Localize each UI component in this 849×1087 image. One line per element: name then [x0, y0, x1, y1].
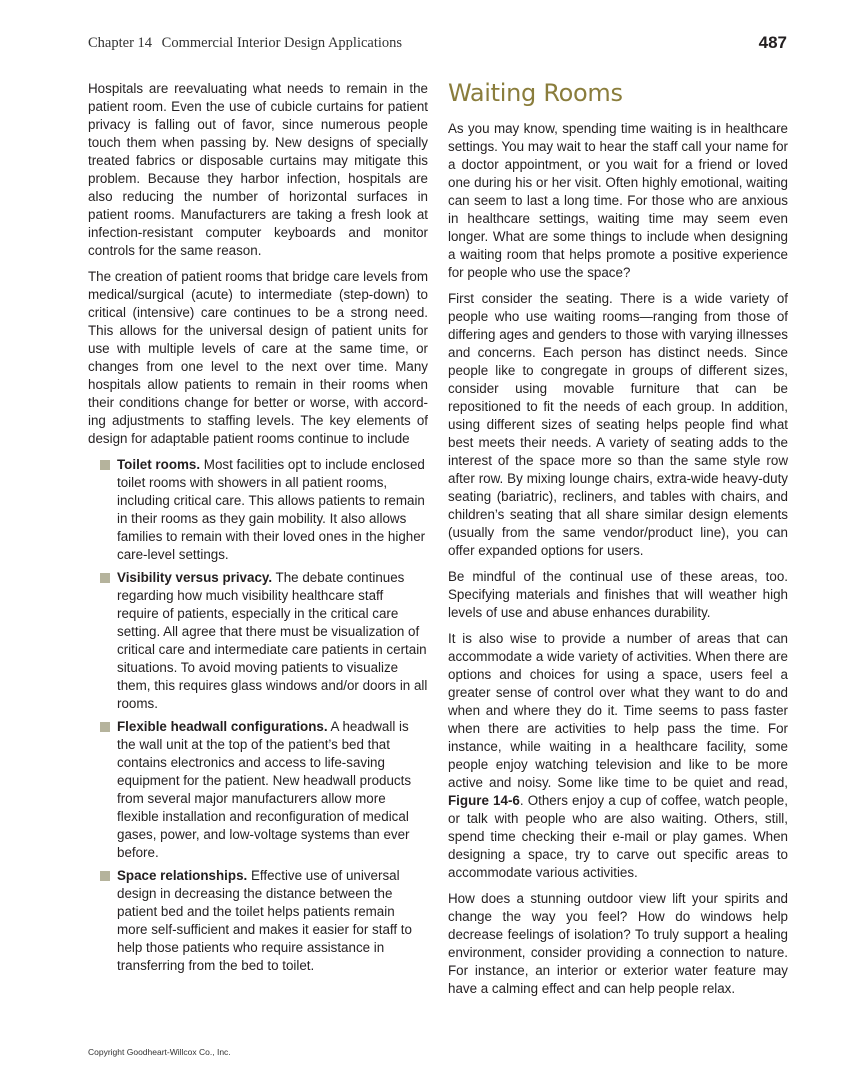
paragraph: First consider the seating. There is a wide variety of people who use waiting rooms—ranging from those of differing ages and genders to those with varying illnesses and concerns. Each person has distinct needs. Since people like to congregate in groups of different sizes, consider using movable furniture that can be repositioned to fit the needs of each group. In addition, using different sizes of seating helps people find what best meets their needs. A variety of seating adds to the interest of the space more so than the same style row after row. By mixing lounge chairs, extra-wide heavy-duty seating (bariatric), recliners, and tables with chairs, and children’s seating that all share similar design elements (usually from the same vendor/product line), you can offer expanded options for users.: [448, 291, 788, 558]
square-bullet-icon: [100, 871, 110, 881]
list-item-term: Visibility versus privacy.: [117, 570, 273, 585]
list-item-text: Effective use of universal design in decreasing the distance between the patient bed and the toilet helps patients remain more self-sufficient and makes it easier for staff to help those patients who require assistance in transferring from the bed to toilet.: [117, 868, 412, 973]
list-item: [88, 867, 428, 975]
list-item-term: Toilet rooms.: [117, 457, 201, 472]
square-bullet-icon: [100, 460, 110, 470]
paragraph: [448, 630, 788, 882]
list-item-text: Most facilities opt to include enclosed toilet rooms with showers in all patient rooms, including critical care. This allows patients to remain in their rooms as they gain mobility. It also allows families to remain with their loved ones in the higher care-level settings.: [117, 457, 426, 562]
chapter-label: Chapter 14: [88, 35, 153, 51]
paragraph-text: . Others enjoy a cup of coffee, watch people, or talk with people who are also waiting. Others, still, spend time checking their e-mail or play games. When designing a space, try to carve out specific areas to accommodate various activities.: [448, 793, 788, 880]
list-item-text: A headwall is the wall unit at the top of the patient’s bed that contains electronics and access to life-saving equipment for the patient. New headwall products from several major manufacturers allow more flexible installation and reconfiguration of medical gases, power, and low-voltage systems than ever before.: [117, 719, 412, 860]
chapter-title: Commercial Interior Design Applications: [161, 35, 403, 51]
list-item: [88, 456, 428, 564]
list-item: [88, 718, 428, 862]
list-item-term: Flexible headwall configurations.: [117, 719, 328, 734]
left-column: [88, 80, 428, 980]
list-item-term: Space relationships.: [117, 868, 248, 883]
design-elements-list: [88, 456, 428, 975]
list-item-text: The debate continues regarding how much visibility healthcare staff require of patients, especially in the critical care setting. All agree that there must be visualization of critical care and intermediate care patients in certain situations. To avoid moving patients to visualize them, this requires glass windows and/or doors in all rooms.: [117, 570, 428, 711]
copyright-footer: Copyright Goodheart-Willcox Co., Inc.: [88, 1047, 231, 1057]
section-title: Waiting Rooms: [448, 79, 623, 107]
paragraph-text: It is also wise to provide a number of areas that can accommodate a wide variety of activities. When there are options and choices for using a space, users feel a greater sense of control over what they want to do and when and where they do it. Time seems to pass faster when there are activities to help pass the time. For instance, while waiting in a healthcare facility, some people enjoy watching television and like to be more active and noisy. Some like time to be quiet and read,: [448, 631, 788, 790]
page-number: 487: [758, 33, 787, 52]
paragraph: Hospitals are reevaluating what needs to remain in the patient room. Even the use of cubicle curtains for patient privacy is falling out of favor, since numerous people touch them when passing by. New designs of specially treated fabrics or disposable curtains may mitigate this problem. Because they harbor infection, hospitals are also reducing the number of horizontal surfaces in patient rooms. Manufacturers are taking a fresh look at infection-resistant computer keyboards and monitor controls for the same reason.: [88, 81, 428, 258]
running-header: [88, 35, 402, 52]
paragraph: As you may know, spending time waiting is in healthcare settings. You may wait to hear the staff call your name for a doctor appointment, or you wait for a friend or loved one during his or her visit. Often highly emotional, waiting can seem to last a long time. For those who are anxious in healthcare settings, waiting time may seem even longer. What are some things to include when designing a waiting room that helps promote a positive experience for people who use the space?: [448, 121, 788, 280]
paragraph: How does a stunning outdoor view lift your spirits and change the way you feel? How do windows help decrease feelings of isolation? To truly support a healing environment, consider providing a connection to nature. For instance, an interior or exterior water feature may have a calming effect and can help people relax.: [448, 891, 788, 996]
square-bullet-icon: [100, 573, 110, 583]
square-bullet-icon: [100, 722, 110, 732]
paragraph: Be mindful of the continual use of these areas, too. Specifying materials and finishes that will weather high levels of use and abuse enhances durability.: [448, 569, 788, 620]
list-item: [88, 569, 428, 713]
right-column: [448, 78, 788, 1006]
paragraph: The creation of patient rooms that bridge care levels from medical/surgical (acute) to intermediate (step-down) to critical (intensive) care continues to be a strong need. This allows for the universal design of patient units for use with multiple levels of care at the same time, or changes from one level to the next over time. Many hospitals allow patients to remain in their rooms when their conditions change for better or worse, with accord-ing adjustments to staffing levels. The key elements of design for adaptable patient rooms continue to include: [88, 269, 428, 446]
figure-reference-link[interactable]: Figure 14-6: [448, 793, 520, 808]
